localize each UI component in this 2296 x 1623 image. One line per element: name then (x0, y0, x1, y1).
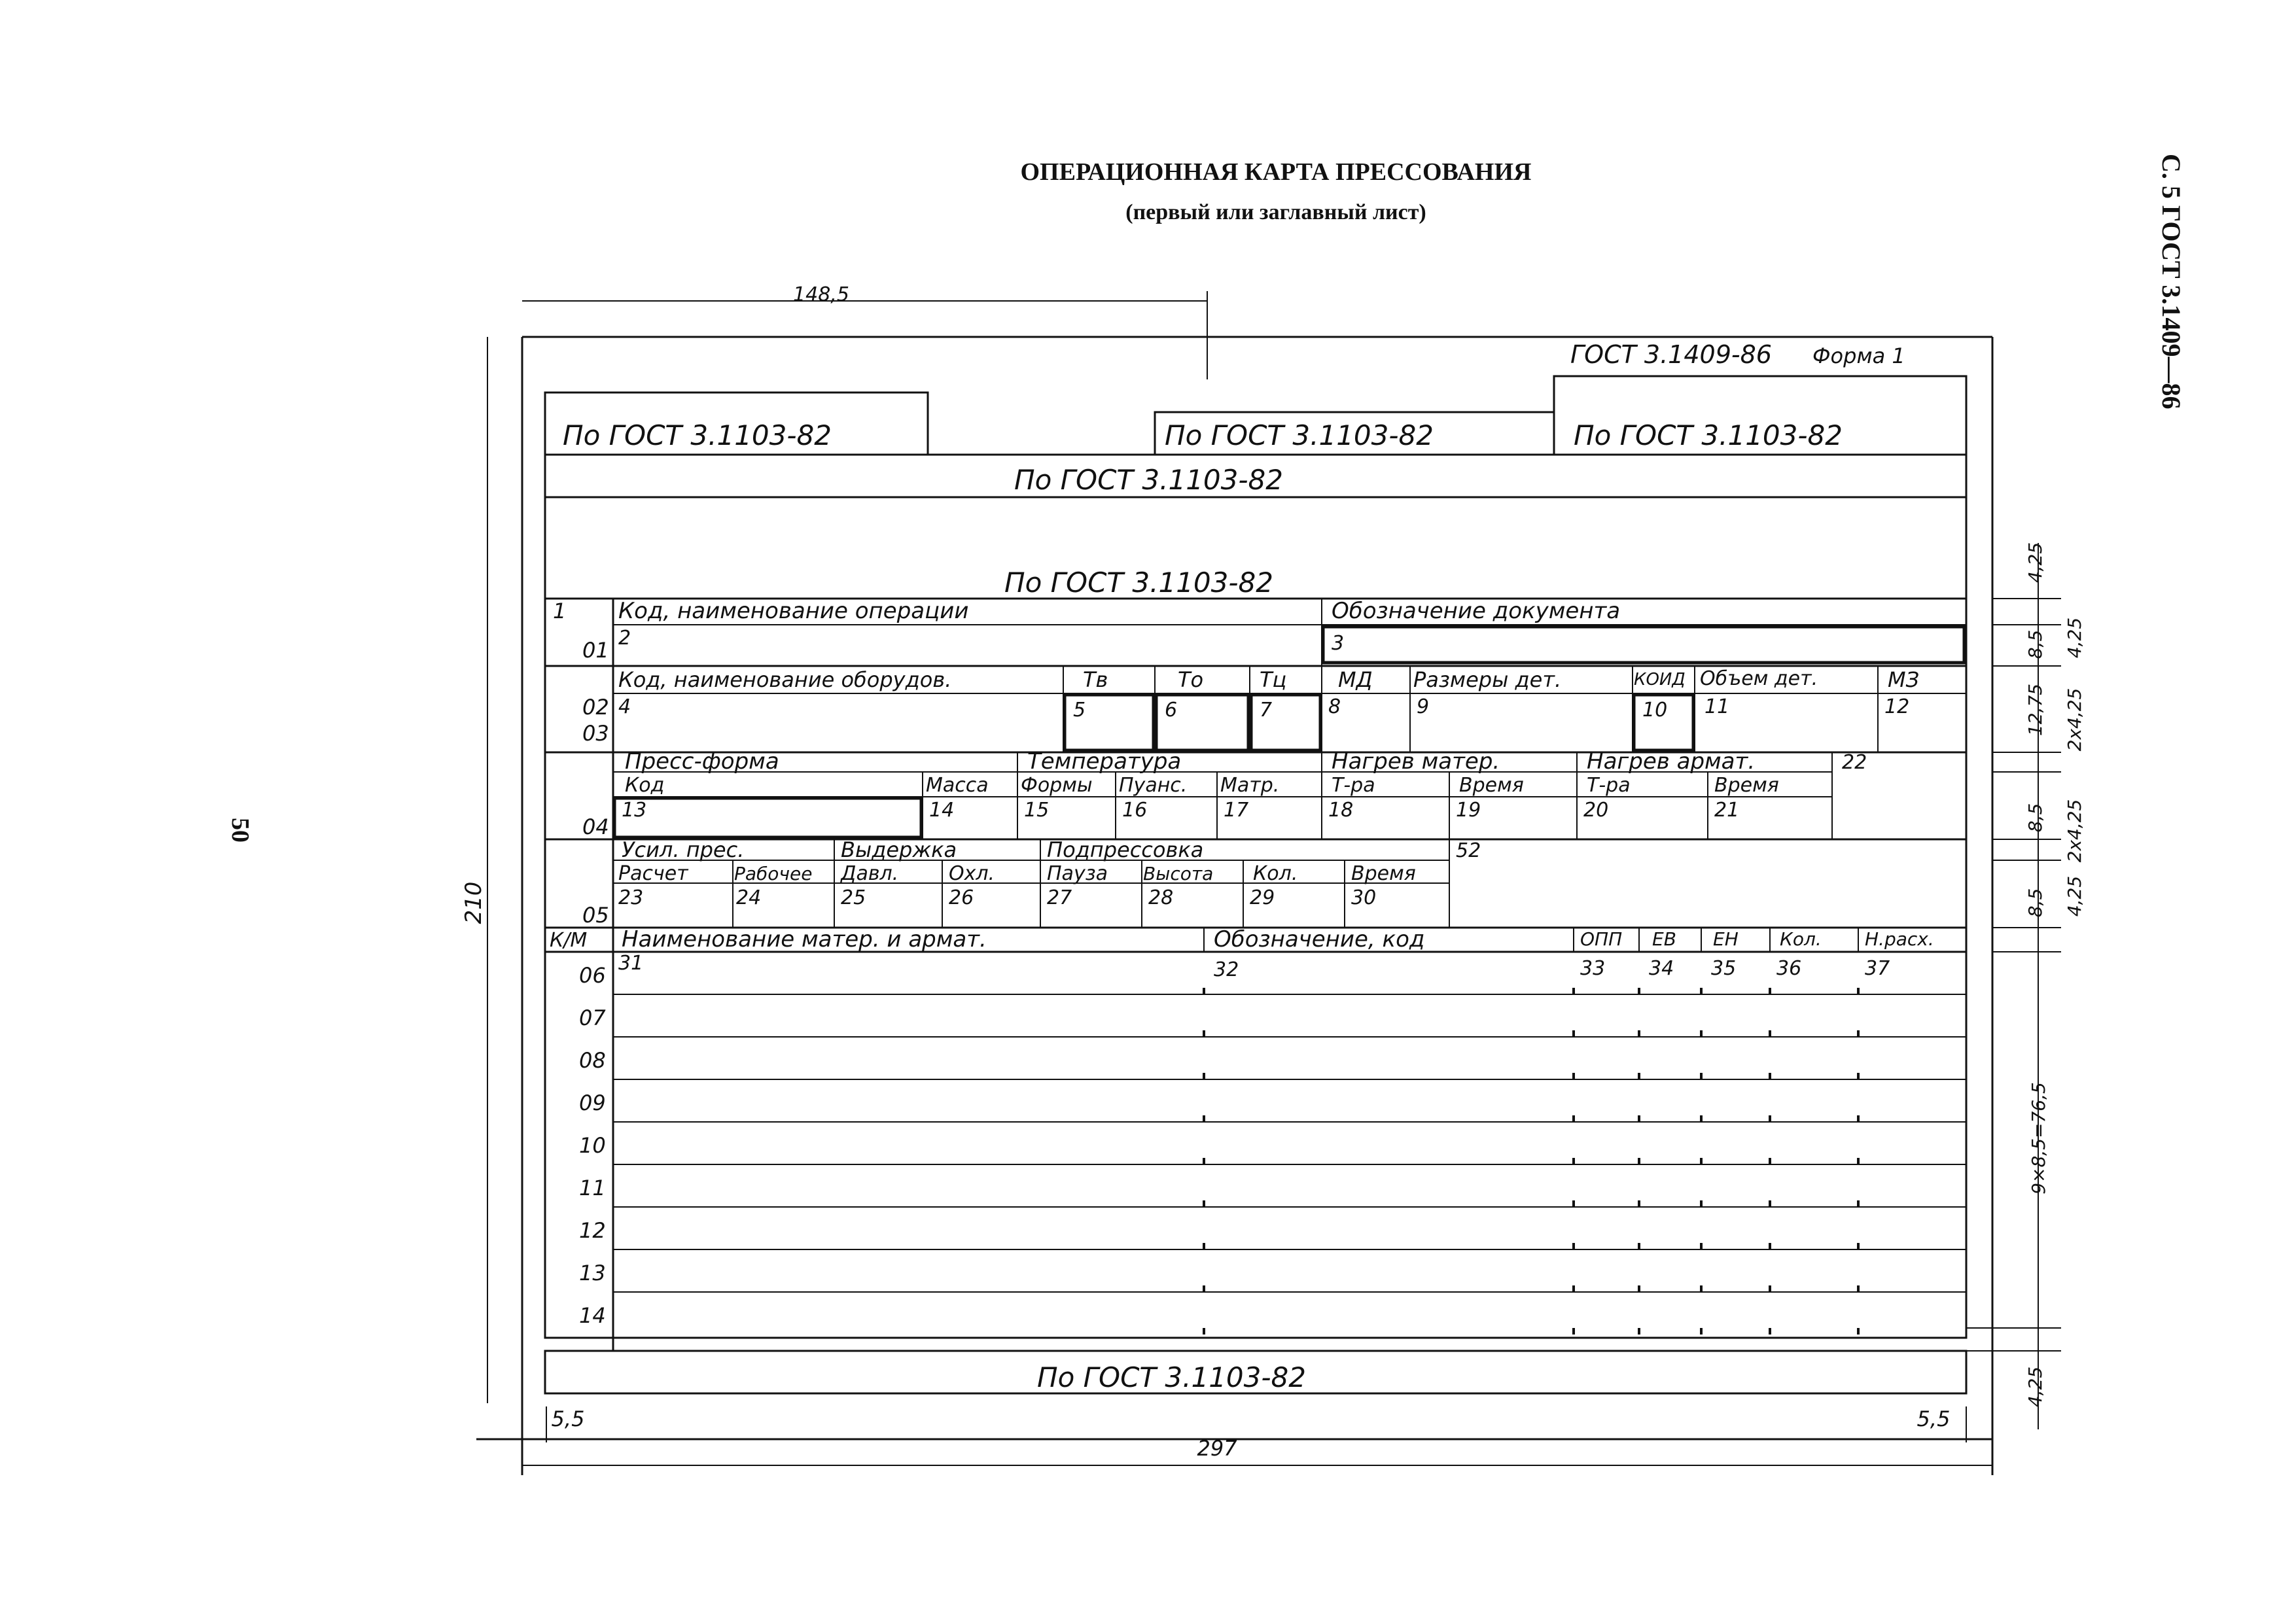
field-36: 36 (1776, 957, 1802, 980)
field-23: 23 (618, 886, 644, 909)
field-52: 52 (1456, 839, 1481, 862)
ev-header: ЕВ (1652, 928, 1676, 950)
field-11: 11 (1704, 695, 1730, 718)
qty-header: Кол. (1780, 928, 1822, 950)
field-37: 37 (1865, 957, 1890, 980)
temperature-header: Температура (1027, 748, 1182, 775)
pressure-subheader: Давл. (841, 862, 899, 885)
mat-time-subheader: Время (1459, 774, 1524, 797)
row-code-08: 08 (579, 1048, 606, 1073)
row-code-11: 11 (579, 1176, 606, 1200)
material-name-header: Наименование матер. и армат. (622, 926, 987, 952)
field-24: 24 (736, 886, 762, 909)
row-code-06: 06 (579, 963, 606, 988)
field-14: 14 (929, 799, 955, 822)
mass-subheader: Масса (926, 774, 989, 797)
mz-header: МЗ (1888, 667, 1920, 692)
row-code-04: 04 (582, 814, 609, 839)
field-33: 33 (1580, 957, 1606, 980)
to-header: То (1178, 667, 1204, 692)
field-21: 21 (1714, 799, 1740, 822)
page-subtitle: (первый или заглавный лист) (1125, 200, 1426, 224)
part-volume-header: Объем дет. (1700, 667, 1818, 690)
right-dimension-label: 8,5 (2024, 888, 2046, 918)
tc-header: Тц (1260, 667, 1287, 692)
cooling-subheader: Охл. (949, 862, 995, 885)
operation-code-header: Код, наименование операции (618, 598, 969, 624)
page-title: ОПЕРАЦИОННАЯ КАРТА ПРЕССОВАНИЯ (1020, 158, 1532, 186)
part-size-header: Размеры дет. (1413, 667, 1562, 692)
field-17: 17 (1224, 799, 1249, 822)
row-code-07: 07 (579, 1005, 606, 1030)
side-header: С. 5 ГОСТ 3.1409—86 (2157, 154, 2186, 410)
standard-label: ГОСТ 3.1409-86 (1570, 340, 1772, 369)
right-dimension-label: 9×8,5=76,5 (2028, 1082, 2049, 1195)
right-dimension-label: 4,25 (2064, 617, 2085, 659)
field-35: 35 (1711, 957, 1737, 980)
field-19: 19 (1456, 799, 1481, 822)
form-temp-subheader: Формы (1021, 774, 1093, 797)
field-13: 13 (622, 799, 647, 822)
field-7: 7 (1260, 699, 1273, 722)
koid-header: КОИД (1634, 670, 1686, 689)
arm-temp-subheader: Т-ра (1587, 774, 1631, 797)
press-force-header: Усил. прес. (622, 837, 745, 862)
ref-box-4: По ГОСТ 3.1103-82 (1014, 464, 1283, 496)
dim-half-width: 148,5 (793, 283, 849, 306)
field-26: 26 (949, 886, 974, 909)
document-designation-header: Обозначение документа (1332, 598, 1621, 624)
right-dimension-label: 2x4,25 (2064, 799, 2085, 863)
field-12: 12 (1884, 695, 1910, 718)
right-dimension-label: 8,5 (2024, 803, 2046, 833)
field-2: 2 (618, 627, 631, 650)
opp-header: ОПП (1580, 928, 1623, 950)
row-code-03: 03 (582, 721, 609, 746)
field-25: 25 (841, 886, 866, 909)
field-27: 27 (1047, 886, 1072, 909)
page-number: 50 (226, 818, 254, 843)
designation-code-header: Обозначение, код (1214, 926, 1425, 952)
row-code-10: 10 (579, 1133, 606, 1158)
right-dimension-label: 4,25 (2024, 542, 2046, 584)
field-16: 16 (1122, 799, 1148, 822)
ref-box-bottom: По ГОСТ 3.1103-82 (1037, 1361, 1306, 1393)
dim-margin-left: 5,5 (551, 1406, 585, 1431)
height-subheader: Высота (1143, 863, 1214, 884)
field-29: 29 (1250, 886, 1275, 909)
ref-box-5: По ГОСТ 3.1103-82 (1004, 567, 1273, 599)
arm-time-subheader: Время (1714, 774, 1779, 797)
punch-temp-subheader: Пуанс. (1119, 774, 1188, 797)
field-8: 8 (1328, 695, 1341, 718)
field-32: 32 (1214, 958, 1239, 981)
field-4: 4 (618, 695, 631, 718)
field-30: 30 (1351, 886, 1377, 909)
equipment-header: Код, наименование оборудов. (618, 667, 952, 692)
mat-temp-subheader: Т-ра (1332, 774, 1375, 797)
count-subheader: Кол. (1253, 862, 1298, 885)
dim-width: 297 (1197, 1436, 1237, 1461)
field-10: 10 (1642, 699, 1668, 722)
row-code-12: 12 (579, 1218, 606, 1243)
right-dimensions (1966, 543, 2061, 1429)
right-dimension-label: 4,25 (2024, 1366, 2046, 1408)
row-code-13: 13 (579, 1261, 606, 1285)
hold-header: Выдержка (841, 837, 957, 862)
material-heating-header: Нагрев матер. (1332, 748, 1500, 775)
row-code-1: 1 (553, 599, 567, 623)
dim-height: 210 (461, 881, 487, 924)
field-22: 22 (1842, 751, 1867, 774)
field-3: 3 (1332, 632, 1345, 655)
code-subheader: Код (625, 774, 665, 797)
row-code-km: К/М (550, 929, 588, 952)
row-code-02: 02 (582, 695, 609, 720)
row-code-14: 14 (579, 1303, 606, 1328)
field-20: 20 (1583, 799, 1609, 822)
field-9: 9 (1417, 695, 1430, 718)
prepress-header: Подпрессовка (1047, 837, 1204, 862)
form-label: Форма 1 (1812, 343, 1905, 368)
norm-header: Н.расх. (1865, 928, 1934, 950)
pause-subheader: Пауза (1047, 862, 1108, 885)
field-6: 6 (1165, 699, 1178, 722)
fitting-heating-header: Нагрев армат. (1587, 748, 1756, 775)
calc-subheader: Расчет (618, 862, 688, 885)
field-31: 31 (618, 952, 644, 975)
right-dimension-label: 4,25 (2064, 875, 2085, 917)
field-18: 18 (1328, 799, 1354, 822)
field-34: 34 (1649, 957, 1674, 980)
right-dimension-label: 12,75 (2024, 683, 2046, 737)
working-subheader: Рабочее (734, 863, 813, 884)
en-header: ЕН (1713, 928, 1739, 950)
main-grid (545, 599, 1966, 1393)
field-28: 28 (1148, 886, 1174, 909)
right-dimension-label: 2x4,25 (2064, 688, 2085, 752)
tv-header: Тв (1083, 667, 1108, 692)
field-15: 15 (1024, 799, 1050, 822)
row-code-01: 01 (582, 638, 609, 663)
dim-margin-right: 5,5 (1916, 1406, 1951, 1431)
press-form-header: Пресс-форма (625, 748, 779, 775)
right-dimension-label: 8,5 (2024, 629, 2046, 659)
field-5: 5 (1073, 699, 1086, 722)
time-subheader: Время (1351, 862, 1416, 885)
row-code-05: 05 (582, 903, 609, 928)
ref-box-1: По ГОСТ 3.1103-82 (563, 419, 832, 451)
matrix-temp-subheader: Матр. (1220, 774, 1280, 797)
ref-box-3: По ГОСТ 3.1103-82 (1574, 419, 1843, 451)
material-rows (613, 988, 1966, 1335)
row-code-09: 09 (579, 1091, 606, 1115)
ref-box-2: По ГОСТ 3.1103-82 (1165, 419, 1434, 451)
md-header: МД (1338, 667, 1373, 692)
